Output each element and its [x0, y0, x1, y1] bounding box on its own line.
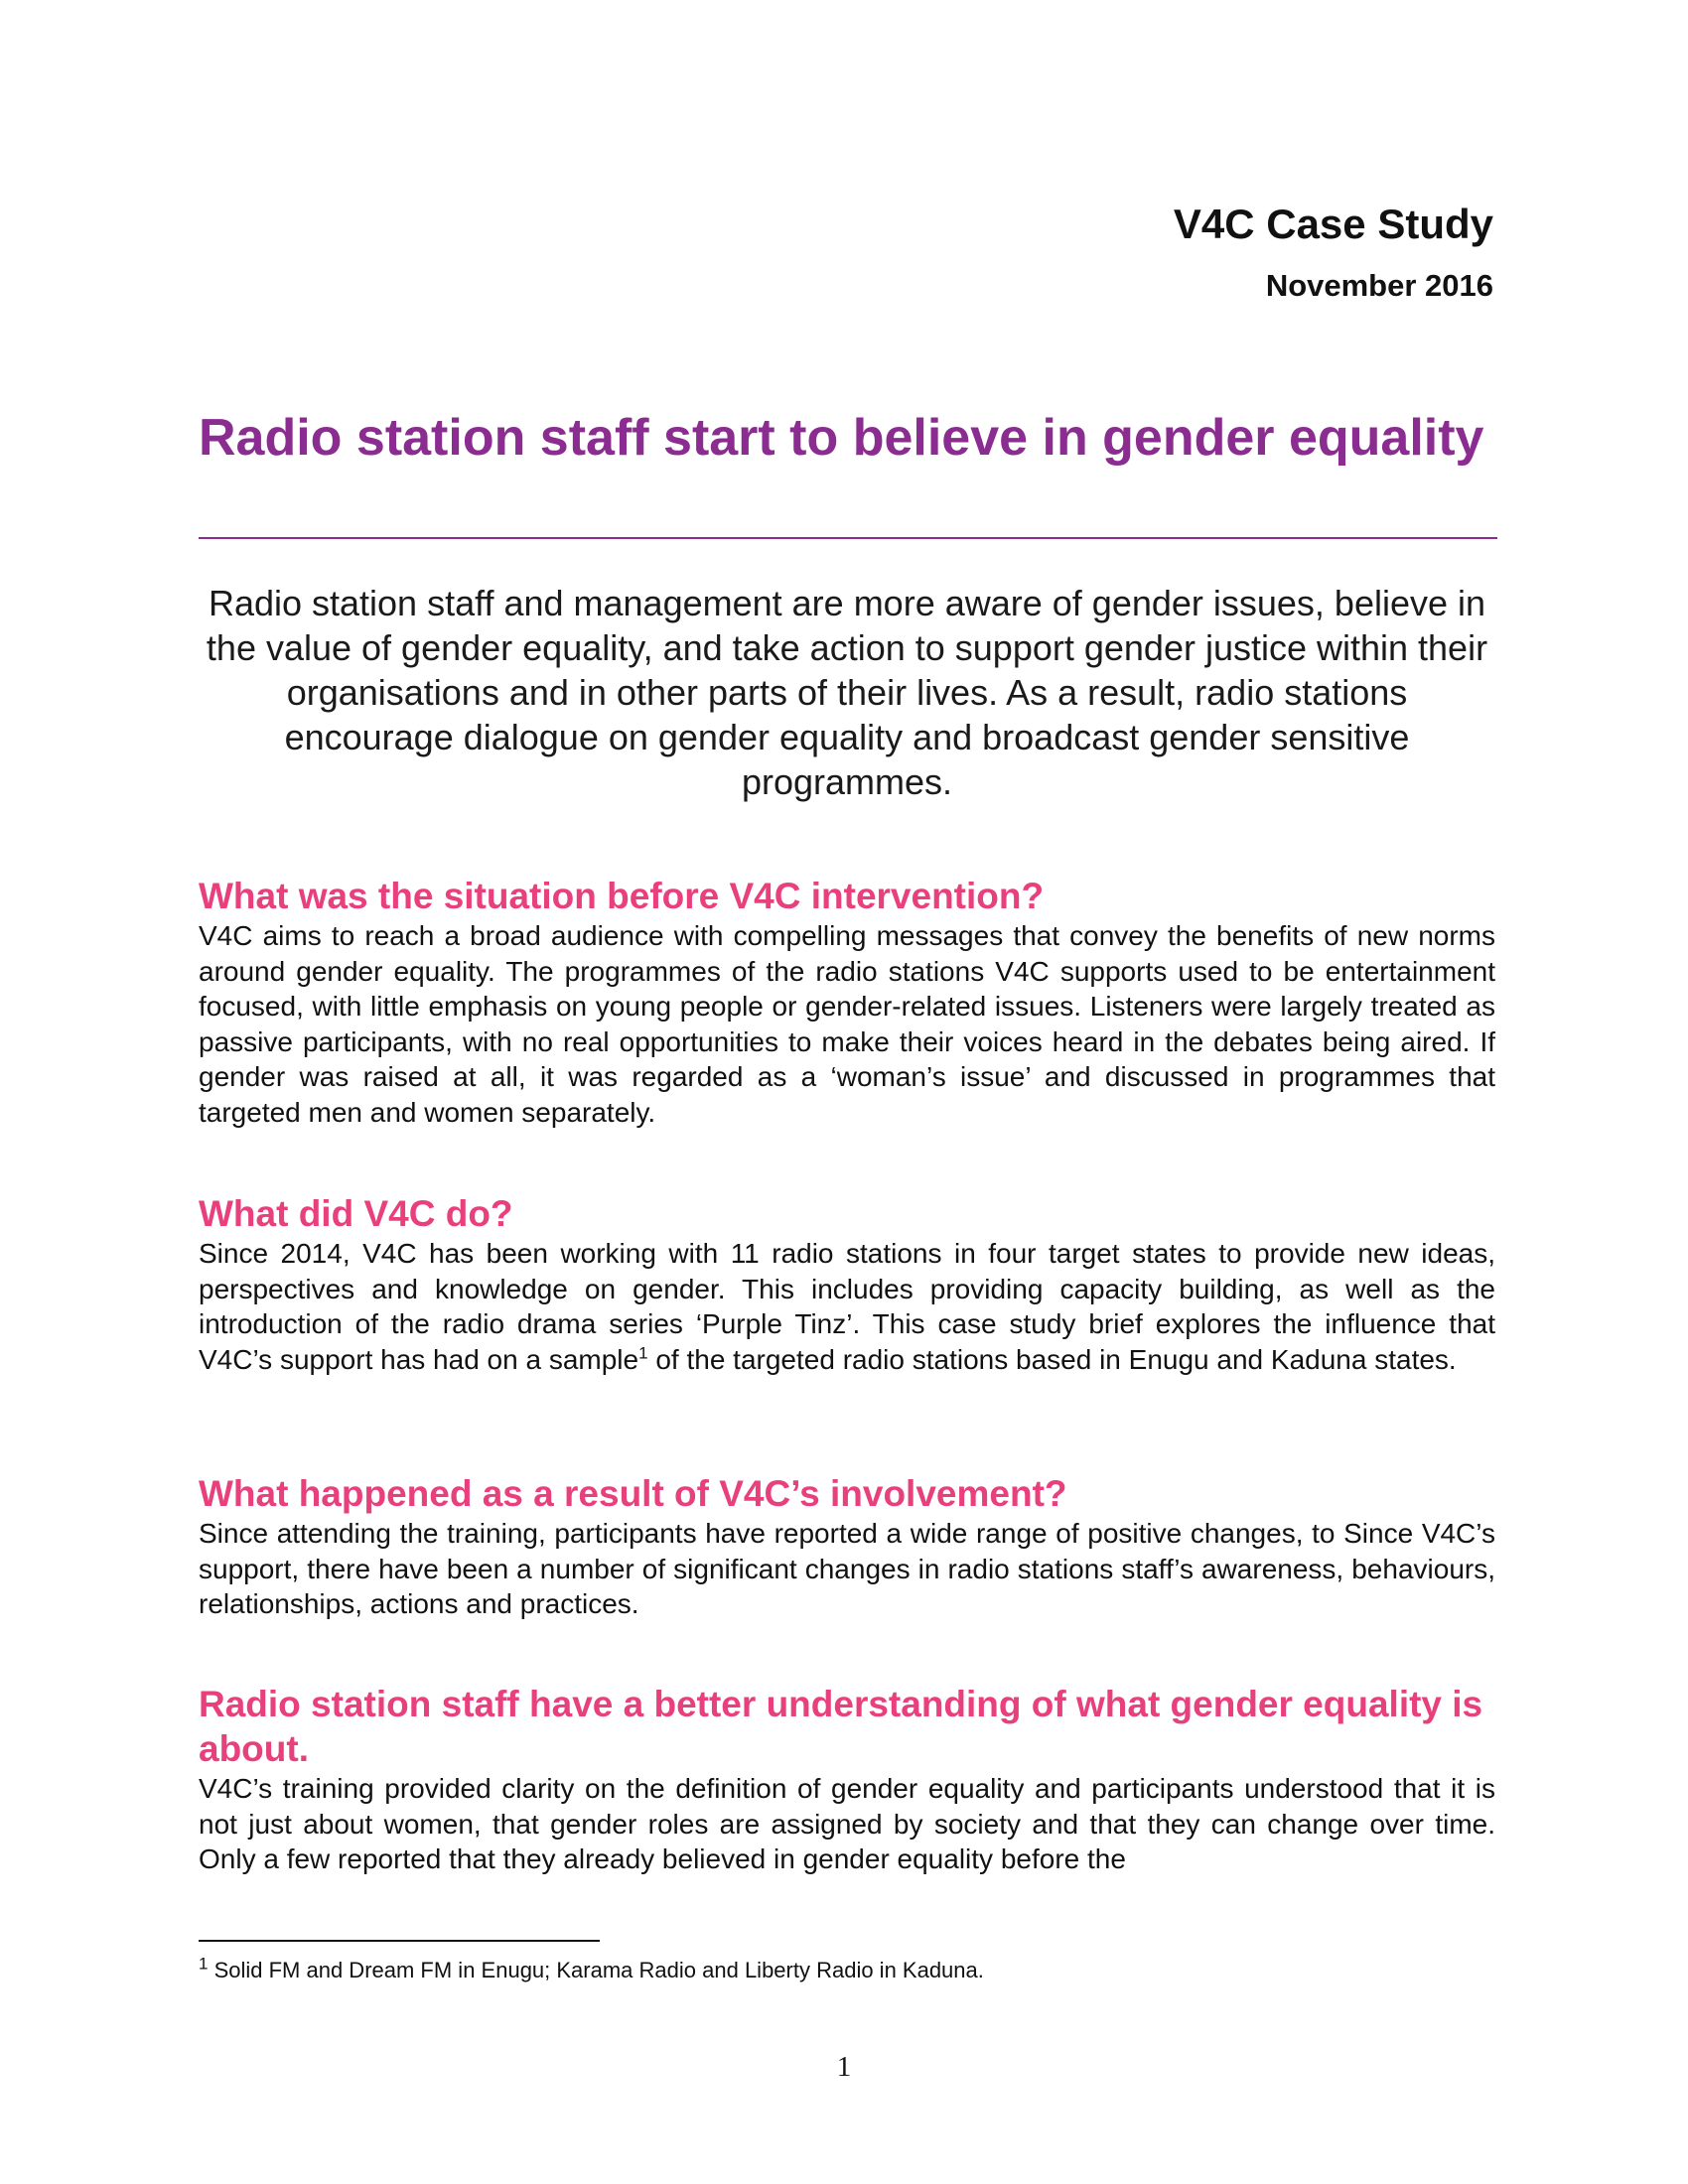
- section-situation-before: [199, 874, 1495, 1130]
- footnote: [199, 1956, 984, 1985]
- section-what-v4c-did: [199, 1191, 1495, 1377]
- section-body: Since attending the training, participants have reported a wide range of positive changes, to Since V4C’s support, there have been a number of significant changes in radio stations staff’s awareness, behaviours, relationships, actions and practices.: [199, 1518, 1495, 1619]
- section-heading: What did V4C do?: [199, 1193, 513, 1234]
- section-better-understanding: [199, 1682, 1495, 1877]
- section-body: [199, 1236, 1495, 1377]
- summary-paragraph: Radio station staff and management are more aware of gender issues, believe in the value of gender equality, and take action to support gender justice within their organisations and in other parts of their lives. As a result, radio stations encourage dialogue on gender equality and broadcast gender sensitive programmes.: [206, 583, 1488, 802]
- section-body-text-continued: of the targeted radio stations based in Enugu and Kaduna states.: [647, 1343, 1457, 1375]
- page-title: Radio station staff start to believe in gender equality: [199, 409, 1484, 467]
- footnote-text: Solid FM and Dream FM in Enugu; Karama Radio and Liberty Radio in Kaduna.: [208, 1958, 984, 1982]
- document-type-label: V4C Case Study: [1173, 201, 1493, 247]
- footnote-number: 1: [199, 1954, 209, 1974]
- page-number: 1: [836, 2051, 852, 2083]
- footnote-divider: [199, 1940, 600, 1942]
- title-divider: [199, 537, 1497, 539]
- footnote-reference[interactable]: 1: [638, 1343, 648, 1363]
- document-date: November 2016: [1265, 268, 1493, 303]
- section-body-text: Since 2014, V4C has been working with 11 radio stations in four target states to provide new ideas, perspectives and knowledge on gender. This includes providing capacity building, as well as the introduction of the radio drama series ‘Purple Tinz’. This case study brief explores the influence that V4C’s support has had on a sample: [199, 1238, 1495, 1375]
- section-heading: What was the situation before V4C intervention?: [199, 876, 1045, 916]
- document-header: [1174, 197, 1493, 308]
- section-body: V4C’s training provided clarity on the definition of gender equality and participants understood that it is not just about women, that gender roles are assigned by society and that they can change over time. Only a few reported that they already believed in gender equality before the: [199, 1773, 1495, 1874]
- section-results: [199, 1471, 1495, 1622]
- section-heading: What happened as a result of V4C’s involvement?: [199, 1473, 1067, 1514]
- section-body: V4C aims to reach a broad audience with compelling messages that convey the benefits of new norms around gender equality. The programmes of the radio stations V4C supports used to be entertainment focused, with little emphasis on young people or gender-related issues. Listeners were largely treated as passive participants, with no real opportunities to make their voices heard in the debates being aired. If gender was raised at all, it was regarded as a ‘woman’s issue’ and discussed in programmes that targeted men and women separately.: [199, 920, 1495, 1128]
- section-heading: Radio station staff have a better understanding of what gender equality is about.: [199, 1684, 1483, 1769]
